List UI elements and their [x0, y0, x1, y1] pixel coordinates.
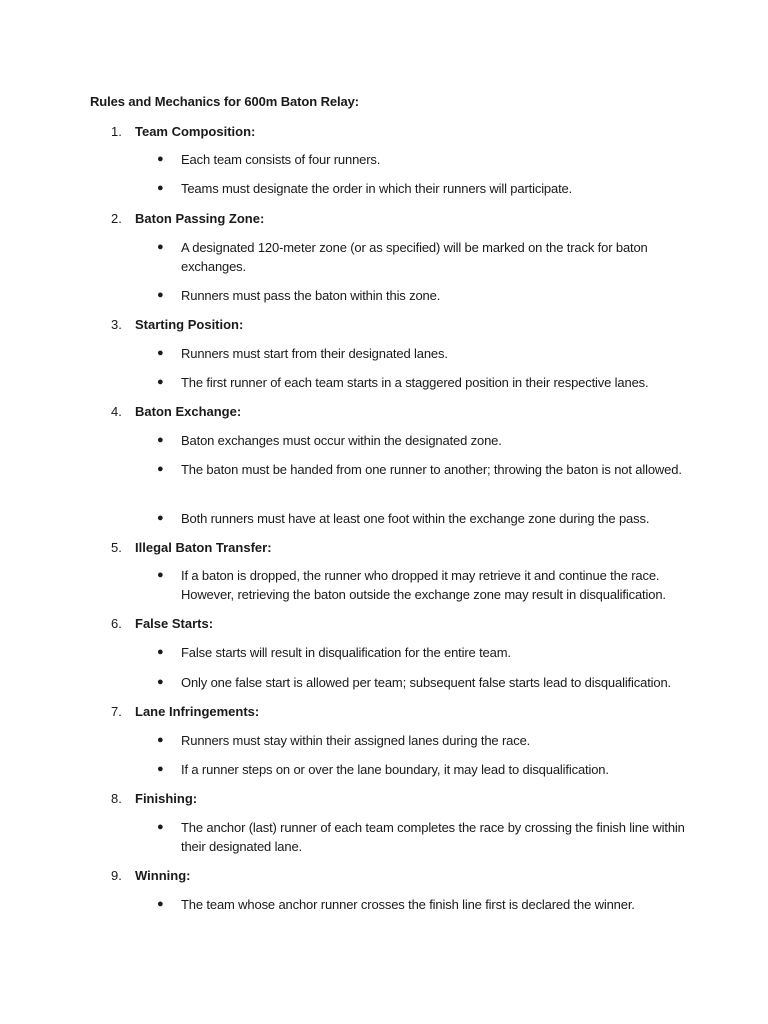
rule-heading [111, 791, 197, 806]
bullet-text: The baton must be handed from one runner to another; throwing the baton is not allowed. [181, 462, 682, 477]
bullet-icon: ● [157, 898, 164, 910]
rule-label: Illegal Baton Transfer: [135, 540, 272, 555]
bullet-text: Baton exchanges must occur within the designated zone. [181, 433, 502, 448]
list-item [157, 895, 697, 914]
list-item [157, 179, 697, 198]
rule-heading [111, 616, 213, 631]
rule-label: Baton Passing Zone: [135, 211, 265, 226]
bullet-icon: ● [157, 646, 164, 658]
bullet-icon: ● [157, 376, 164, 388]
rule-number: 8. [111, 791, 122, 806]
rule-number: 6. [111, 616, 122, 631]
bullet-text: Both runners must have at least one foot within the exchange zone during the pass. [181, 511, 650, 526]
bullet-text: Teams must designate the order in which their runners will participate. [181, 181, 573, 196]
rule-label: Winning: [135, 868, 191, 883]
list-item [157, 818, 697, 856]
bullet-text: A designated 120-meter zone (or as specified) will be marked on the track for baton exchanges. [181, 240, 648, 274]
rule-label: Team Composition: [135, 124, 256, 139]
bullet-icon: ● [157, 182, 164, 194]
rule-heading [111, 868, 190, 883]
list-item [157, 286, 697, 305]
bullet-icon: ● [157, 676, 164, 688]
list-item [157, 344, 697, 363]
list-item [157, 566, 697, 604]
list-item [157, 373, 697, 392]
rule-heading [111, 404, 241, 419]
rule-number: 1. [111, 124, 122, 139]
list-item [157, 643, 697, 662]
rule-number: 2. [111, 211, 122, 226]
bullet-icon: ● [157, 347, 164, 359]
bullet-text: False starts will result in disqualification for the entire team. [181, 645, 511, 660]
list-item [157, 731, 697, 750]
rule-label: False Starts: [135, 616, 214, 631]
bullet-icon: ● [157, 153, 164, 165]
bullet-text: Runners must start from their designated lanes. [181, 346, 448, 361]
rule-number: 7. [111, 704, 122, 719]
rule-heading [111, 540, 272, 555]
bullet-icon: ● [157, 763, 164, 775]
rule-label: Baton Exchange: [135, 404, 242, 419]
bullet-icon: ● [157, 821, 164, 833]
bullet-icon: ● [157, 569, 164, 581]
rule-label: Lane Infringements: [135, 704, 260, 719]
rule-heading [111, 317, 243, 332]
list-item [157, 150, 697, 169]
bullet-text: Runners must stay within their assigned lanes during the race. [181, 733, 531, 748]
bullet-icon: ● [157, 434, 164, 446]
bullet-text: If a runner steps on or over the lane boundary, it may lead to disqualification. [181, 762, 609, 777]
bullet-icon: ● [157, 734, 164, 746]
rule-number: 3. [111, 317, 122, 332]
bullet-icon: ● [157, 463, 164, 475]
list-item [157, 460, 697, 479]
list-item [157, 760, 697, 779]
bullet-text: The first runner of each team starts in a staggered position in their respective lanes. [181, 375, 649, 390]
list-item [157, 431, 697, 450]
rule-heading [111, 211, 264, 226]
document-title: Rules and Mechanics for 600m Baton Relay: [90, 94, 359, 109]
bullet-text: Each team consists of four runners. [181, 152, 381, 167]
bullet-icon: ● [157, 241, 164, 253]
bullet-text: The team whose anchor runner crosses the finish line first is declared the winner. [181, 897, 635, 912]
bullet-text: The anchor (last) runner of each team completes the race by crossing the finish line within their designated lane. [181, 820, 685, 854]
list-item [157, 238, 697, 276]
rule-number: 9. [111, 868, 122, 883]
bullet-icon: ● [157, 289, 164, 301]
rule-label: Starting Position: [135, 317, 244, 332]
bullet-text: If a baton is dropped, the runner who dropped it may retrieve it and continue the race. However, retrieving the baton outside the exchange zone may result in disqualification. [181, 568, 666, 602]
rule-heading [111, 124, 255, 139]
list-item [157, 509, 697, 528]
rule-heading [111, 704, 259, 719]
rule-label: Finishing: [135, 791, 198, 806]
rule-number: 4. [111, 404, 122, 419]
bullet-text: Runners must pass the baton within this zone. [181, 288, 441, 303]
bullet-icon: ● [157, 512, 164, 524]
rule-number: 5. [111, 540, 122, 555]
bullet-text: Only one false start is allowed per team; subsequent false starts lead to disqualification. [181, 675, 672, 690]
list-item [157, 673, 697, 692]
